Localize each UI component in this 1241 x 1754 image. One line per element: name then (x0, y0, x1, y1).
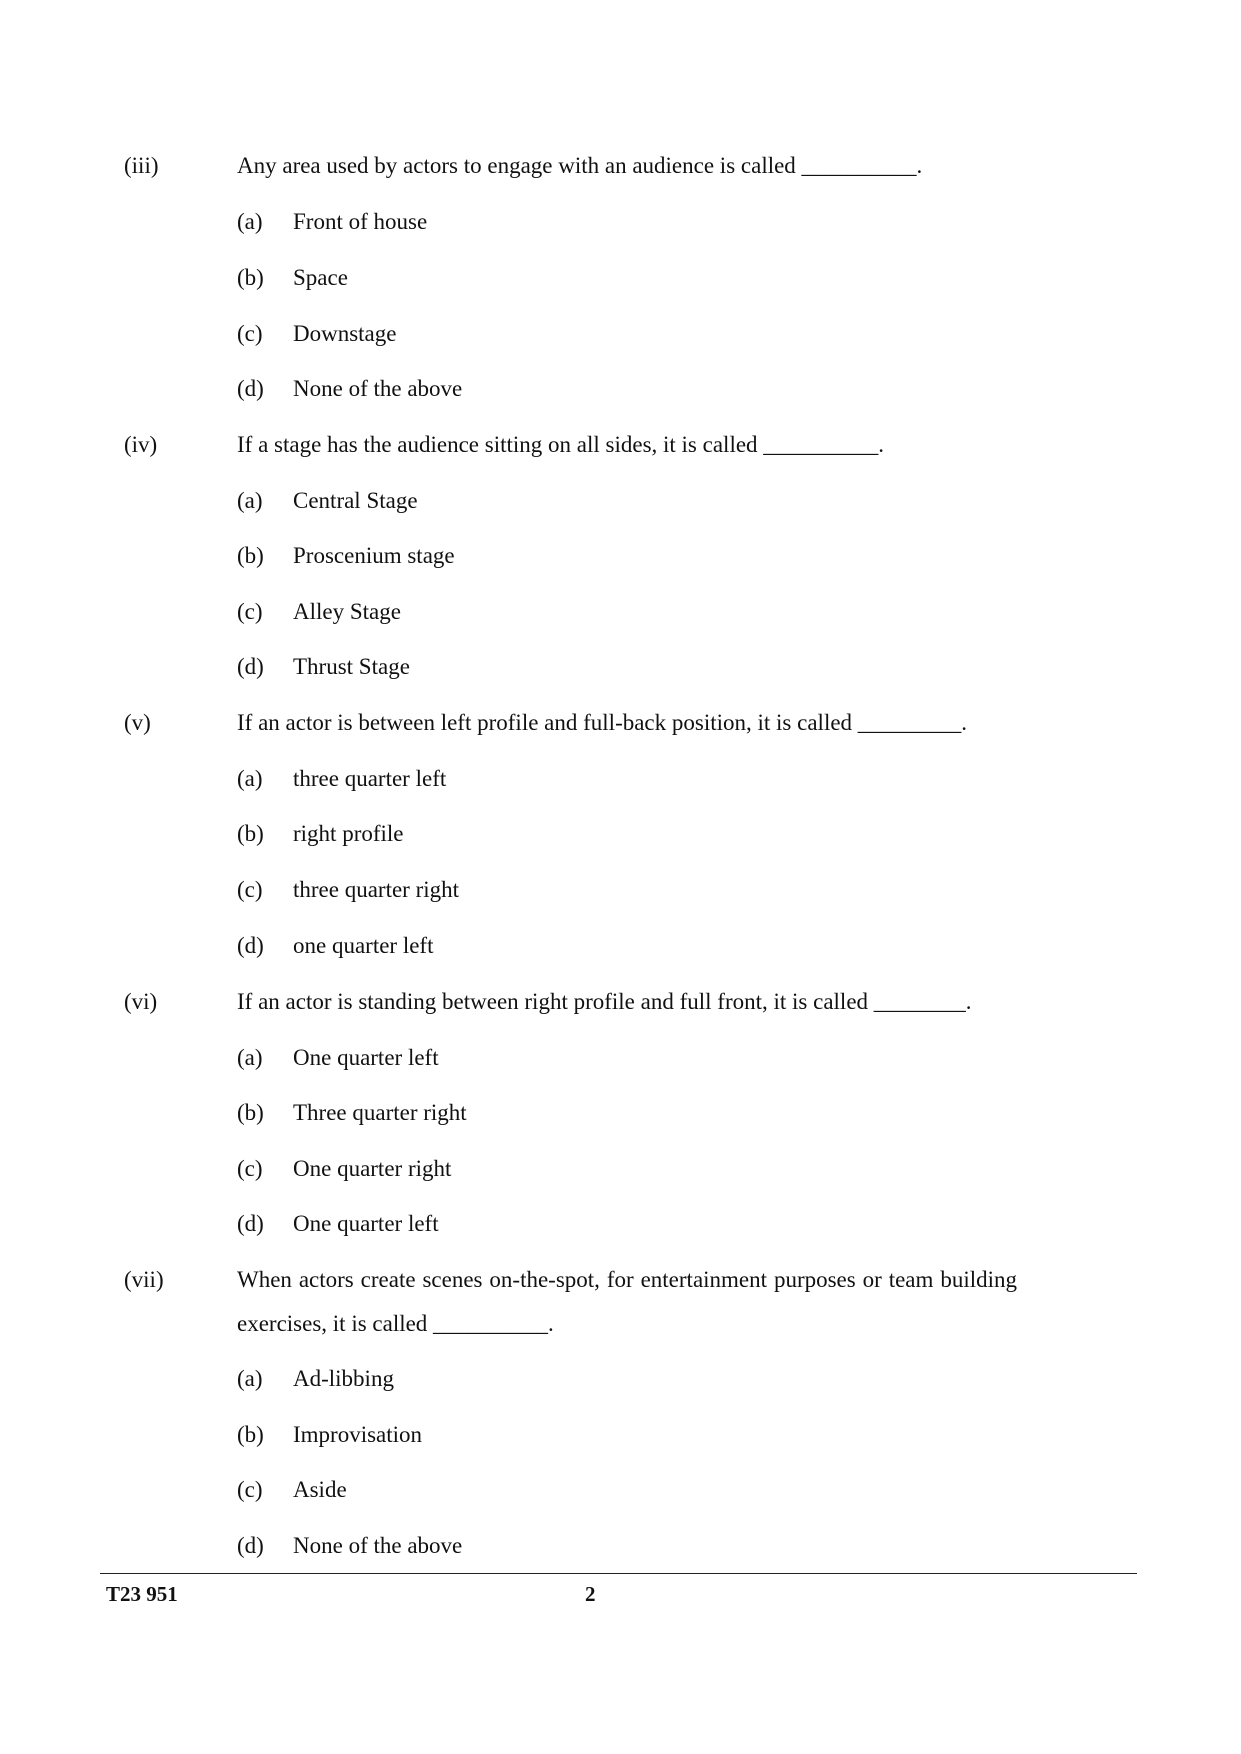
option-label: (c) (237, 599, 263, 624)
question-number: (vi) (124, 989, 158, 1014)
option-a (237, 1365, 394, 1393)
option-c (237, 320, 396, 348)
option-b (237, 542, 455, 570)
question-number: (v) (124, 710, 151, 735)
option-text: One quarter left (293, 1211, 439, 1236)
option-label: (c) (237, 321, 263, 346)
question-text: Any area used by actors to engage with an audience is called __________. (237, 153, 923, 178)
option-text: Ad-libbing (293, 1366, 394, 1391)
option-text: one quarter left (293, 933, 434, 958)
option-text: Improvisation (293, 1422, 423, 1447)
option-a (237, 1044, 439, 1072)
question-text: If an actor is standing between right profile and full front, it is called ________. (237, 989, 972, 1014)
option-text: One quarter left (293, 1045, 439, 1070)
option-d (237, 653, 410, 681)
option-label: (c) (237, 877, 263, 902)
page-number: 2 (585, 1582, 596, 1606)
option-text: three quarter right (293, 877, 460, 902)
option-d (237, 1210, 439, 1238)
question-number: (iv) (124, 432, 158, 457)
option-d (237, 375, 462, 403)
option-label: (a) (237, 209, 263, 234)
option-label: (d) (237, 933, 264, 958)
option-label: (d) (237, 1533, 264, 1558)
option-d (237, 932, 433, 960)
option-text: right profile (293, 821, 404, 846)
option-label: (a) (237, 766, 263, 791)
option-c (237, 598, 401, 626)
question-number: (vii) (124, 1267, 164, 1292)
question-text: When actors create scenes on-the-spot, for entertainment purposes or team building exercises, it is called __________. (237, 1267, 1017, 1336)
option-text: Thrust Stage (293, 654, 410, 679)
option-text: None of the above (293, 376, 463, 401)
footer-divider (100, 1573, 1137, 1574)
question-number: (iii) (124, 153, 159, 178)
option-label: (b) (237, 1422, 264, 1447)
option-label: (a) (237, 1045, 263, 1070)
option-label: (a) (237, 1366, 263, 1391)
option-label: (c) (237, 1156, 263, 1181)
option-text: Front of house (293, 209, 428, 234)
option-c (237, 876, 459, 904)
option-text: Three quarter right (293, 1100, 467, 1125)
option-c (237, 1155, 451, 1183)
option-b (237, 1421, 422, 1449)
option-b (237, 820, 404, 848)
option-label: (b) (237, 821, 264, 846)
paper-code: T23 951 (106, 1582, 178, 1606)
question-text: If an actor is between left profile and full-back position, it is called _________. (237, 710, 968, 735)
option-c (237, 1476, 347, 1504)
option-label: (d) (237, 376, 264, 401)
option-label: (b) (237, 1100, 264, 1125)
option-label: (b) (237, 543, 264, 568)
option-text: None of the above (293, 1533, 463, 1558)
option-a (237, 765, 446, 793)
option-label: (d) (237, 654, 264, 679)
option-text: One quarter right (293, 1156, 452, 1181)
option-text: Alley Stage (293, 599, 401, 624)
option-a (237, 208, 427, 236)
option-text: three quarter left (293, 766, 447, 791)
option-d (237, 1532, 462, 1560)
option-label: (a) (237, 488, 263, 513)
option-text: Aside (293, 1477, 347, 1502)
option-text: Proscenium stage (293, 543, 455, 568)
option-text: Downstage (293, 321, 397, 346)
option-a (237, 487, 418, 515)
option-text: Central Stage (293, 488, 418, 513)
option-label: (c) (237, 1477, 263, 1502)
question-text: If a stage has the audience sitting on all sides, it is called __________. (237, 432, 885, 457)
option-label: (b) (237, 265, 264, 290)
option-text: Space (293, 265, 348, 290)
option-b (237, 1099, 467, 1127)
option-label: (d) (237, 1211, 264, 1236)
option-b (237, 264, 348, 292)
